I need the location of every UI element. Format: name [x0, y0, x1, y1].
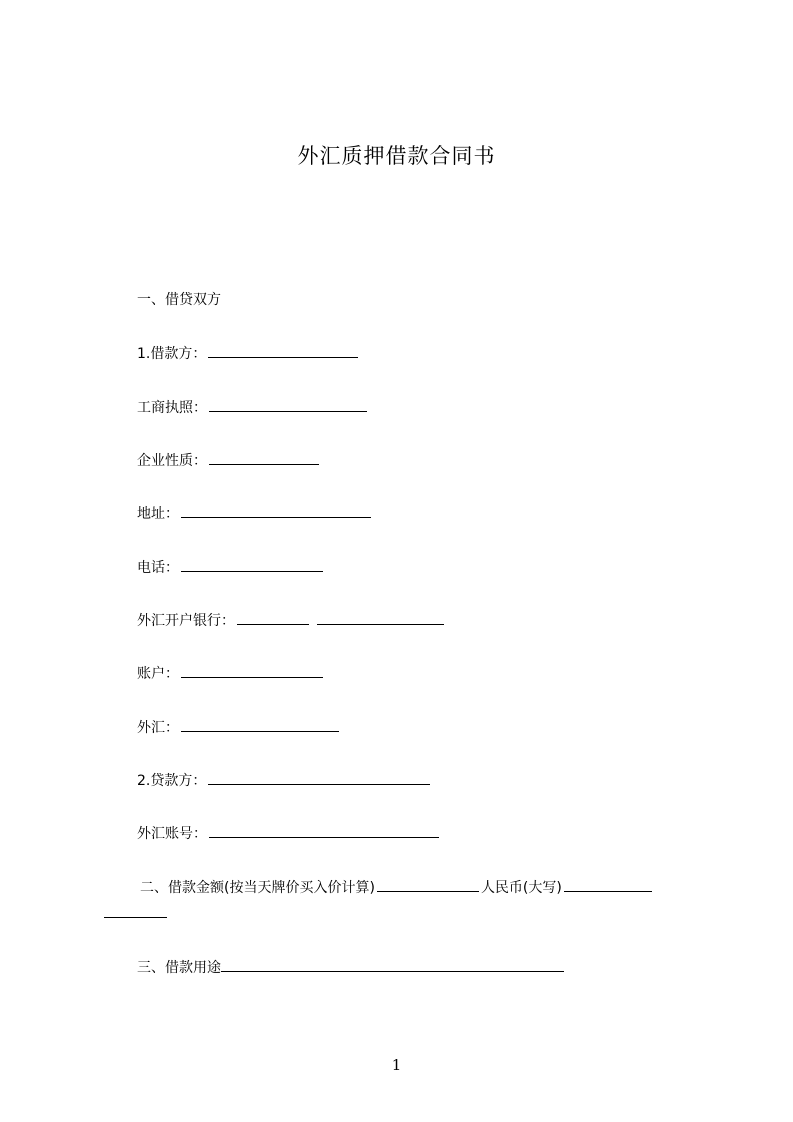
section-2-heading: 二、借款金额(按当天牌价买入价计算) [140, 880, 375, 896]
account-blank[interactable] [181, 663, 323, 678]
loan-purpose-blank[interactable] [221, 957, 564, 972]
borrower-label: 1.借款方： [137, 346, 207, 362]
fx-bank-label: 外汇开户银行： [137, 613, 235, 629]
enterprise-nature-row [137, 450, 319, 471]
account-row [137, 663, 323, 684]
phone-row [137, 557, 323, 578]
section-3-heading: 三、借款用途 [137, 960, 221, 976]
business-license-blank[interactable] [209, 397, 367, 412]
document-title: 外汇质押借款合同书 [297, 144, 496, 168]
loan-amount-blank[interactable] [377, 877, 479, 892]
fx-account-label: 外汇账号： [137, 826, 207, 842]
borrower-row [137, 343, 358, 364]
lender-blank[interactable] [208, 770, 430, 785]
lender-row [137, 770, 430, 791]
business-license-label: 工商执照： [137, 400, 207, 416]
section-3-row [137, 957, 564, 978]
phone-blank[interactable] [181, 557, 323, 572]
address-row [137, 503, 371, 524]
fx-account-row [137, 823, 439, 844]
section-2-row [140, 877, 652, 898]
section-2-continuation [104, 903, 167, 924]
fx-bank-row [137, 610, 444, 631]
phone-label: 电话： [137, 560, 179, 576]
lender-label: 2.贷款方： [137, 773, 207, 789]
borrower-blank[interactable] [208, 343, 358, 358]
rmb-blank-1[interactable] [564, 877, 652, 892]
fx-row [137, 717, 339, 738]
section-1-heading: 一、借贷双方 [137, 292, 221, 308]
business-license-row [137, 397, 367, 418]
fx-bank-blank-1[interactable] [237, 610, 309, 625]
address-label: 地址： [137, 506, 179, 522]
fx-bank-blank-2[interactable] [317, 610, 444, 625]
enterprise-nature-blank[interactable] [209, 450, 319, 465]
fx-account-blank[interactable] [209, 823, 439, 838]
page-number: 1 [391, 1056, 402, 1074]
rmb-blank-2[interactable] [104, 903, 167, 918]
account-label: 账户： [137, 666, 179, 682]
fx-label: 外汇： [137, 720, 179, 736]
address-blank[interactable] [181, 503, 371, 518]
fx-blank[interactable] [181, 717, 339, 732]
enterprise-nature-label: 企业性质： [137, 453, 207, 469]
rmb-label: 人民币(大写) [480, 880, 562, 896]
